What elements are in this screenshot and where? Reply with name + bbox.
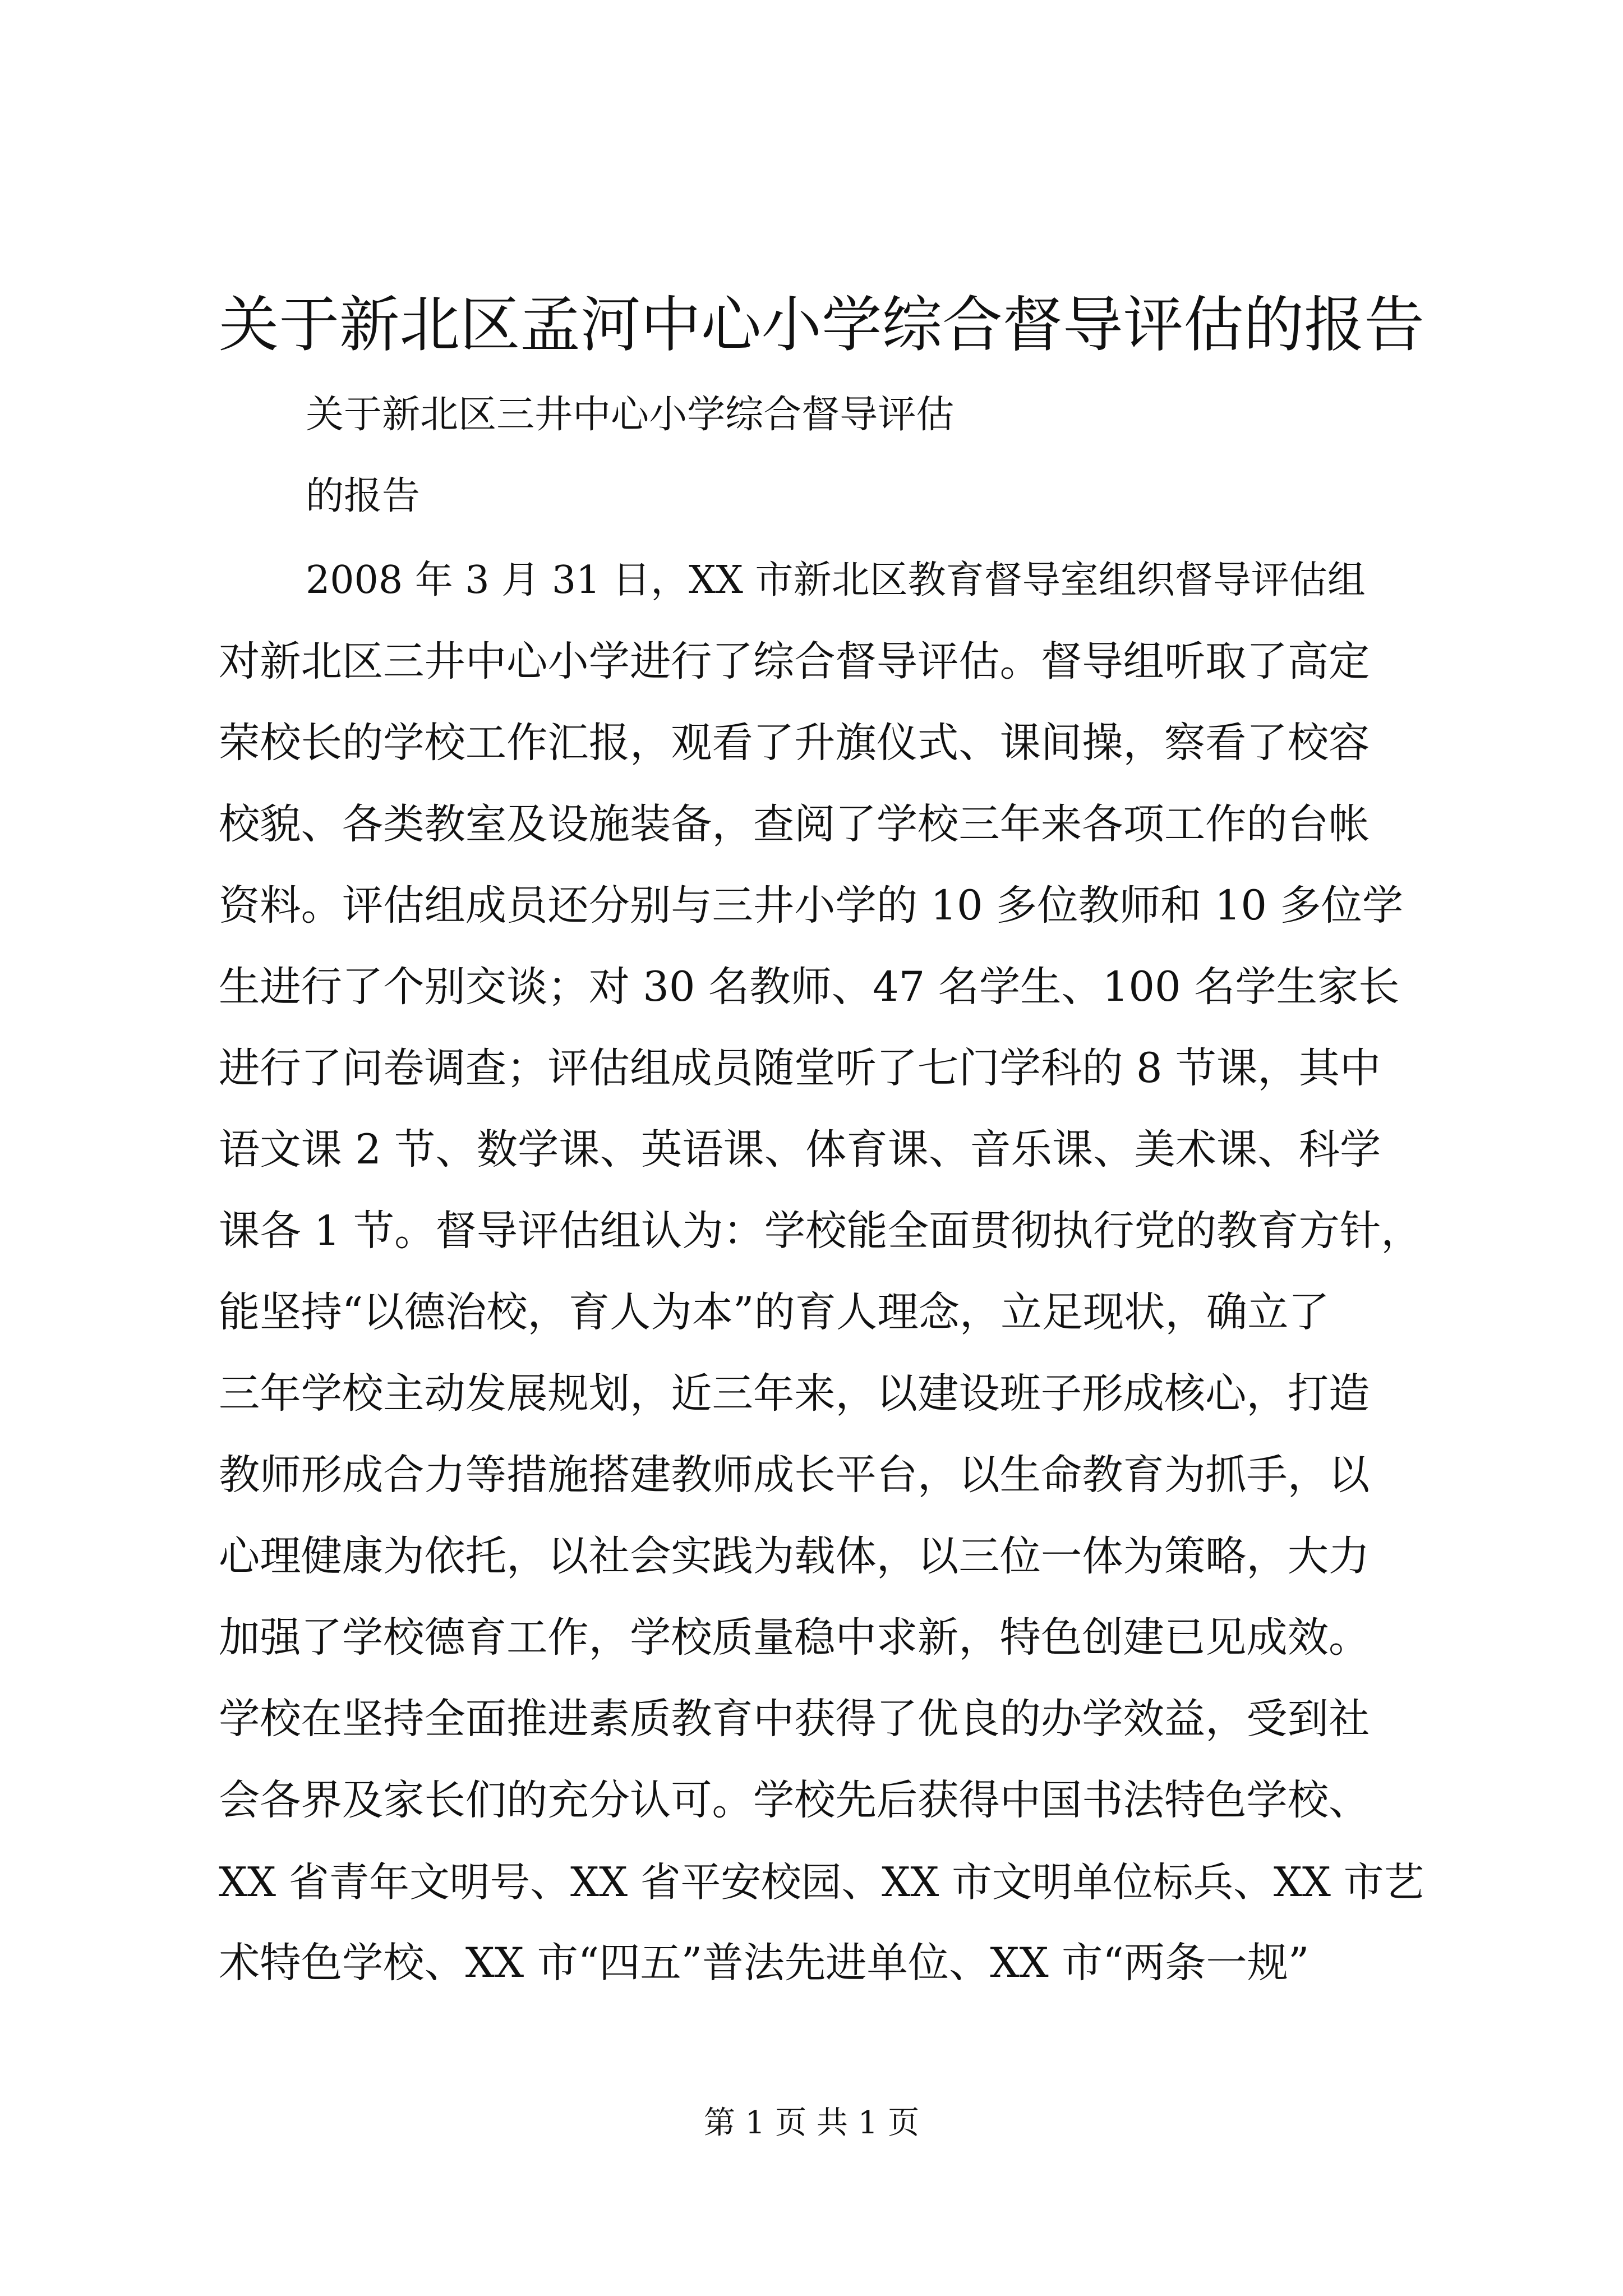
body-line: 术特色学校、XX 市“四五”普法先进单位、XX 市“两条一规” xyxy=(219,1939,1310,1987)
subtitle-line-2: 的报告 xyxy=(306,474,421,518)
body-line: 进行了问卷调查；评估组成员随堂听了七门学科的 8 节课，其中 xyxy=(219,1045,1381,1092)
body-line: XX 省青年文明号、XX 省平安校园、XX 市文明单位标兵、XX 市艺 xyxy=(219,1858,1424,1906)
body-line: 学校在坚持全面推进素质教育中获得了优良的办学效益，受到社 xyxy=(219,1695,1370,1743)
body-line: 校貌、各类教室及设施装备，查阅了学校三年来各项工作的台帐 xyxy=(219,800,1370,848)
body-line: 加强了学校德育工作，学校质量稳中求新，特色创建已见成效。 xyxy=(219,1614,1370,1662)
body-line: 2008 年 3 月 31 日，XX 市新北区教育督导室组织督导评估组 xyxy=(306,558,1366,602)
body-line: 语文课 2 节、数学课、英语课、体育课、音乐课、美术课、科学 xyxy=(219,1126,1381,1174)
body-line: 能坚持“以德治校，育人为本”的育人理念，立足现状，确立了 xyxy=(219,1289,1330,1336)
body-line: 生进行了个别交谈；对 30 名教师、47 名学生、100 名学生家长 xyxy=(219,963,1400,1011)
body-line: 荣校长的学校工作汇报，观看了升旗仪式、课间操，察看了校容 xyxy=(219,719,1370,767)
body-line: 资料。评估组成员还分别与三井小学的 10 多位教师和 10 多位学 xyxy=(219,882,1404,930)
page-footer: 第 1 页 共 1 页 xyxy=(703,2105,920,2141)
document-title: 关于新北区孟河中心小学综合督导评估的报告 xyxy=(219,290,1425,360)
body-line: 会各界及家长们的充分认可。学校先后获得中国书法特色学校、 xyxy=(219,1777,1370,1824)
body-line: 三年学校主动发展规划，近三年来，以建设班子形成核心，打造 xyxy=(219,1370,1370,1418)
body-line: 课各 1 节。督导评估组认为：学校能全面贯彻执行党的教育方针， xyxy=(219,1207,1422,1255)
body-line: 对新北区三井中心小学进行了综合督导评估。督导组听取了高定 xyxy=(219,638,1370,685)
subtitle-line-1: 关于新北区三井中心小学综合督导评估 xyxy=(306,393,955,437)
body-line: 教师形成合力等措施搭建教师成长平台，以生命教育为抓手，以 xyxy=(219,1451,1370,1499)
body-line: 心理健康为依托，以社会实践为载体，以三位一体为策略，大力 xyxy=(219,1533,1370,1580)
